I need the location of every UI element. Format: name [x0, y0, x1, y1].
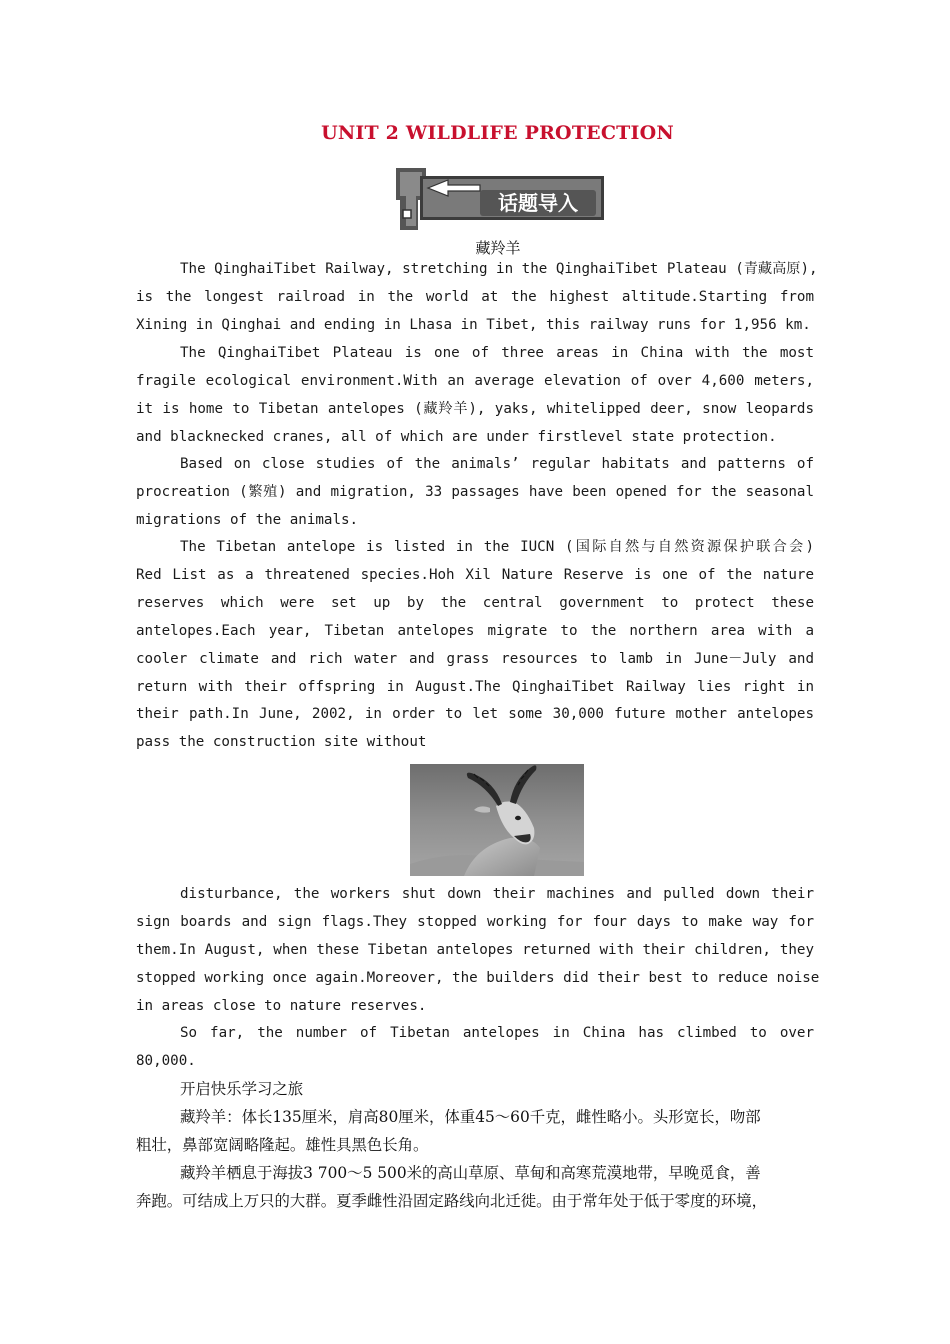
- text-line: Xining in Qinghai and ending in Lhasa in Tibet, this railway runs for 1,956 km.: [136, 316, 811, 333]
- text-line: The QinghaiTibet Plateau is one of three areas in China with the most: [180, 345, 814, 361]
- text-line: antelopes.Each year, Tibetan antelopes migrate to the northern area with a: [136, 622, 814, 639]
- cn-text-line: 奔跑。可结成上万只的大群。夏季雌性沿固定路线向北迁徙。由于常年处于低于零度的环境，: [136, 1192, 768, 1210]
- paragraph-passages: [136, 451, 814, 535]
- text-line: their path.In June, 2002, in order to let some 30,000 future mother antelopes: [136, 706, 814, 723]
- text-line: disturbance, the workers shut down their machines and pulled down their: [180, 886, 814, 902]
- paragraph-iucn: [136, 534, 814, 757]
- text-line: procreation (繁殖) and migration, 33 passages have been opened for the seasonal: [136, 483, 814, 500]
- text-line: fragile ecological environment.With an average elevation of over 4,600 meters,: [136, 372, 814, 389]
- text-line: sign boards and sign flags.They stopped working for four days to make way for: [136, 913, 814, 930]
- text-line: cooler climate and rich water and grass resources to lamb in June－July and: [136, 650, 814, 667]
- text-line: and blacknecked cranes, all of which are under firstlevel state protection.: [136, 428, 777, 445]
- subtitle: 藏羚羊: [475, 239, 521, 257]
- cn-text-line: 粗壮，鼻部宽阔略隆起。雄性具黑色长角。: [136, 1136, 429, 1154]
- banner-label: 话题导入: [498, 191, 578, 215]
- text-line: reserves which were set up by the central government to protect these: [136, 594, 814, 611]
- paragraph-plateau: [136, 340, 814, 452]
- text-line: Red List as a threatened species.Hoh Xil Nature Reserve is one of the nature: [136, 566, 814, 583]
- cn-text-line: 藏羚羊：体长135厘米，肩高80厘米，体重45～60千克，雌性略小。头形宽长，吻部: [180, 1108, 761, 1126]
- text-line: migrations of the animals.: [136, 511, 359, 528]
- cn-paragraph-habitat: [136, 1159, 816, 1215]
- cn-paragraph-description: [136, 1103, 816, 1159]
- text-line: in areas close to nature reserves.: [136, 997, 427, 1014]
- text-line: 80,000.: [136, 1052, 196, 1069]
- text-line: stopped working once again.Moreover, the builders did their best to reduce noise: [136, 969, 820, 986]
- topic-intro-banner: [392, 166, 606, 234]
- paragraph-railway: [136, 256, 818, 340]
- antelope-photo: [410, 764, 584, 876]
- unit-title: UNIT 2 WILDLIFE PROTECTION: [321, 122, 674, 144]
- text-line: them.In August, when these Tibetan antelopes returned with their children, they: [136, 941, 814, 958]
- paragraph-population: [136, 1020, 814, 1076]
- text-line: return with their offspring in August.The QinghaiTibet Railway lies right in: [136, 678, 814, 695]
- cn-text-line: 藏羚羊栖息于海拔3 700～5 500米的高山草原、草甸和高寒荒漠地带，早晚觅食，善: [180, 1164, 761, 1182]
- text-line: The QinghaiTibet Railway, stretching in the QinghaiTibet Plateau (青藏高原),: [180, 261, 818, 277]
- text-line: is the longest railroad in the world at the highest altitude.Starting from: [136, 288, 814, 305]
- text-line: The Tibetan antelope is listed in the IUCN (国际自然与自然资源保护联合会): [180, 539, 814, 555]
- text-line: So far, the number of Tibetan antelopes in China has climbed to over: [180, 1025, 814, 1041]
- text-line: pass the construction site without: [136, 734, 427, 751]
- paragraph-disturbance: [136, 881, 820, 1021]
- text-line: Based on close studies of the animals’ regular habitats and patterns of: [180, 456, 814, 472]
- cn-heading: 开启快乐学习之旅: [180, 1080, 304, 1098]
- text-line: it is home to Tibetan antelopes (藏羚羊), yaks, whitelipped deer, snow leopards: [136, 400, 814, 417]
